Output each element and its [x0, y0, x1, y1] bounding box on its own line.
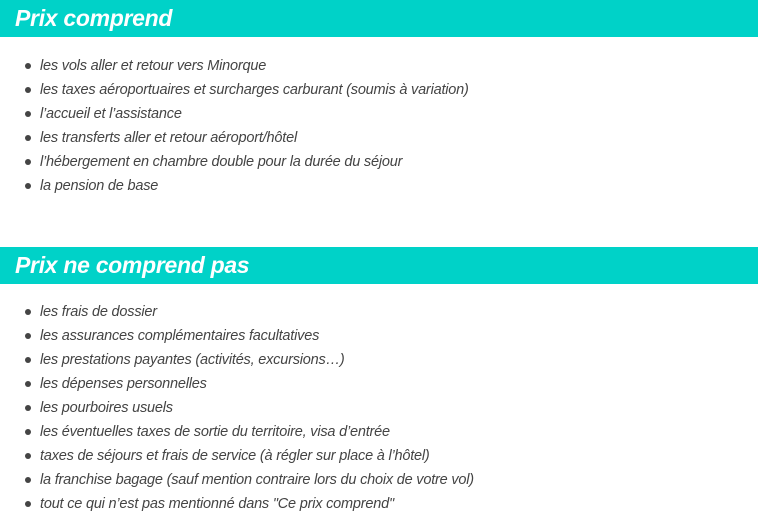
- list-item: [0, 126, 469, 150]
- list-item: [0, 468, 474, 492]
- list-item: [0, 348, 474, 372]
- list-item: [0, 420, 474, 444]
- list-item: [0, 492, 474, 516]
- list-item-text: taxes de séjours et frais de service (à régler sur place à l’hôtel): [40, 448, 430, 464]
- list-item: [0, 102, 469, 126]
- list-item: [0, 54, 469, 78]
- bullet-icon: [25, 309, 31, 315]
- bullet-icon: [25, 135, 31, 141]
- list-item: [0, 300, 474, 324]
- list-item-text: la franchise bagage (sauf mention contraire lors du choix de votre vol): [40, 472, 474, 488]
- list-item-text: les pourboires usuels: [40, 400, 173, 416]
- list-item-text: les transferts aller et retour aéroport/hôtel: [40, 130, 297, 146]
- bullet-icon: [25, 333, 31, 339]
- list-item-text: tout ce qui n’est pas mentionné dans "Ce prix comprend": [40, 496, 394, 512]
- list-item-text: les assurances complémentaires facultatives: [40, 328, 320, 344]
- bullet-icon: [25, 357, 31, 363]
- list-item: [0, 372, 474, 396]
- list-item-text: les frais de dossier: [40, 304, 157, 320]
- bullet-icon: [25, 87, 31, 93]
- bullet-icon: [25, 429, 31, 435]
- list-item-text: les taxes aéroportuaires et surcharges carburant (soumis à variation): [40, 82, 469, 98]
- bullet-icon: [25, 111, 31, 117]
- list-item: [0, 78, 469, 102]
- list-item: [0, 150, 469, 174]
- list-item: [0, 396, 474, 420]
- list-item-text: les prestations payantes (activités, excursions…): [40, 352, 345, 368]
- bullet-icon: [25, 183, 31, 189]
- included-heading: Prix comprend: [0, 0, 758, 37]
- bullet-icon: [25, 501, 31, 507]
- bullet-icon: [25, 159, 31, 165]
- list-item: [0, 174, 469, 198]
- excluded-list: [0, 300, 474, 516]
- list-item-text: les vols aller et retour vers Minorque: [40, 58, 267, 74]
- bullet-icon: [25, 381, 31, 387]
- list-item-text: la pension de base: [40, 178, 159, 194]
- list-item-text: les éventuelles taxes de sortie du territoire, visa d’entrée: [40, 424, 390, 440]
- list-item: [0, 324, 474, 348]
- included-list: [0, 54, 469, 198]
- list-item-text: l’hébergement en chambre double pour la durée du séjour: [40, 154, 403, 170]
- list-item-text: l’accueil et l’assistance: [40, 106, 182, 122]
- bullet-icon: [25, 477, 31, 483]
- bullet-icon: [25, 405, 31, 411]
- bullet-icon: [25, 63, 31, 69]
- list-item: [0, 444, 474, 468]
- bullet-icon: [25, 453, 31, 459]
- list-item-text: les dépenses personnelles: [40, 376, 207, 392]
- excluded-heading: Prix ne comprend pas: [0, 247, 758, 284]
